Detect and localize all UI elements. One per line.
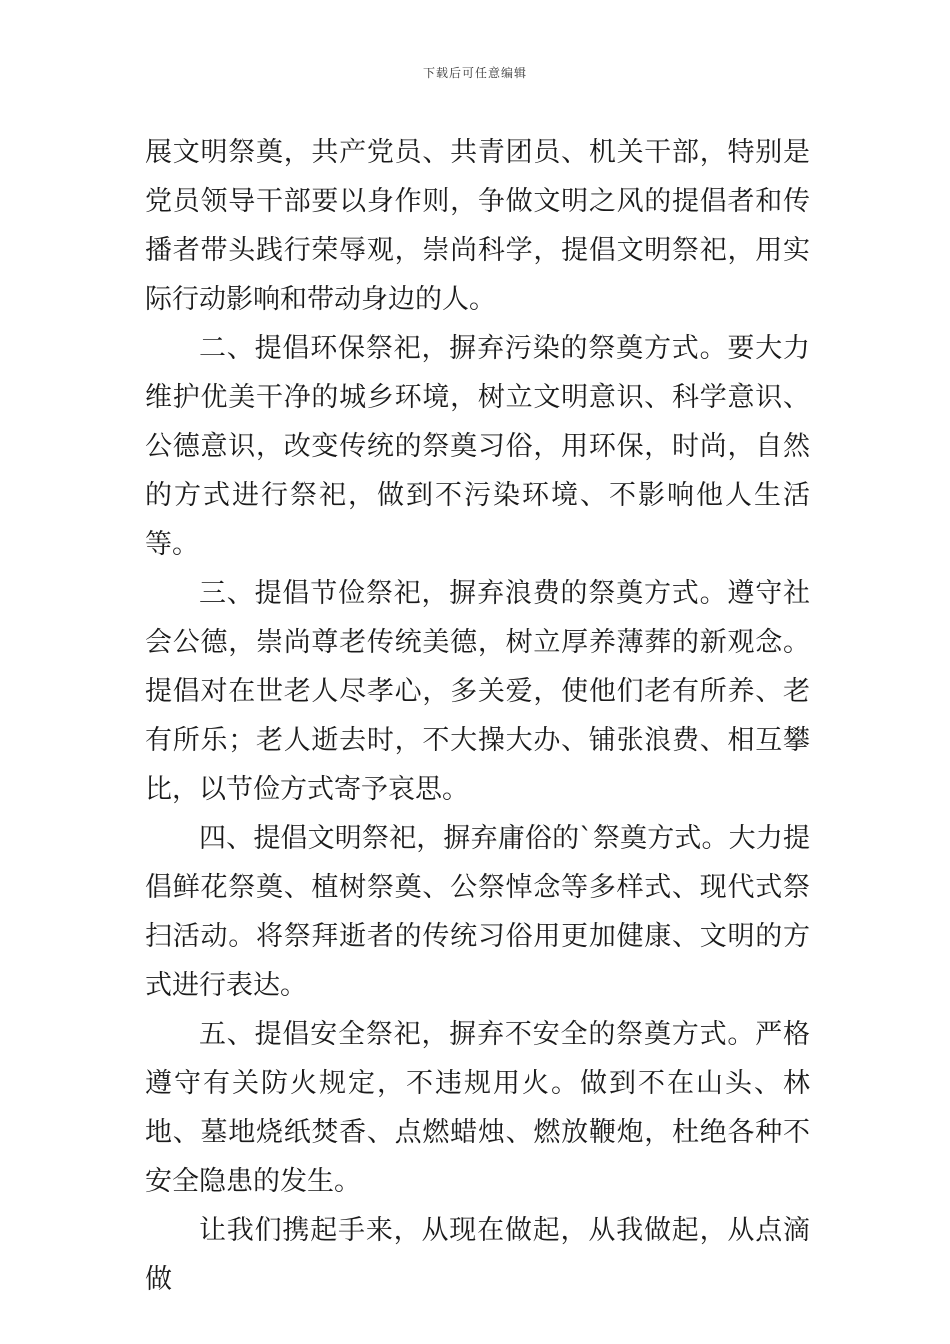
paragraph-item-3: 三、提倡节俭祭祀，摒弃浪费的祭奠方式。遵守社会公德，崇尚尊老传统美德，树立厚养薄葬的新观念。提倡对在世老人尽孝心，多关爱，使他们老有所养、老有所乐；老人逝去时，不大操大办、铺张浪费、相互攀比，以节俭方式寄予哀思。: [145, 578, 810, 805]
header-note: 下载后可任意编辑: [422, 66, 527, 80]
paragraph-continuation: 展文明祭奠，共产党员、共青团员、机关干部，特别是党员领导干部要以身作则，争做文明之风的提倡者和传播者带头践行荣辱观，崇尚科学，提倡文明祭祀，用实际行动影响和带动身边的人。: [145, 137, 810, 315]
document-body: [145, 128, 810, 1304]
paragraph-item-5: 五、提倡安全祭祀，摒弃不安全的祭奠方式。严格遵守有关防火规定，不违规用火。做到不在山头、林地、墓地烧纸焚香、点燃蜡烛、燃放鞭炮，杜绝各种不安全隐患的发生。: [145, 1019, 810, 1197]
paragraph-item-2: 二、提倡环保祭祀，摒弃污染的祭奠方式。要大力维护优美干净的城乡环境，树立文明意识、科学意识、公德意识，改变传统的祭奠习俗，用环保，时尚，自然的方式进行祭祀，做到不污染环境、不影响他人生活等。: [145, 333, 810, 560]
paragraph-item-4: 四、提倡文明祭祀，摒弃庸俗的`祭奠方式。大力提倡鲜花祭奠、植树祭奠、公祭悼念等多样式、现代式祭扫活动。将祭拜逝者的传统习俗用更加健康、文明的方式进行表达。: [145, 823, 810, 1001]
paragraph-closing: 让我们携起手来，从现在做起，从我做起，从点滴做: [145, 1215, 810, 1295]
